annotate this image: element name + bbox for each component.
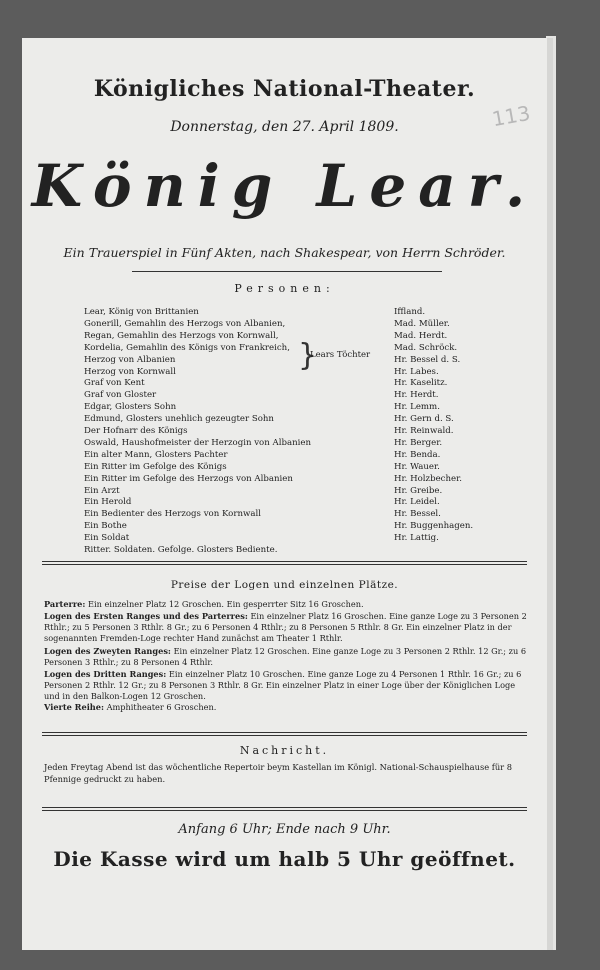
price-entry bbox=[44, 669, 529, 703]
cast-role: Oswald, Haushofmeister der Herzogin von Albanien bbox=[84, 437, 311, 448]
cast-row bbox=[84, 330, 484, 342]
price-label: Logen des Zweyten Ranges: bbox=[44, 646, 171, 656]
cast-role: Der Hofnarr des Königs bbox=[84, 426, 188, 436]
cast-role: Ein Ritter im Gefolge des Herzogs von Albanien bbox=[84, 473, 293, 484]
cast-actor: Hr. Labes. bbox=[394, 366, 439, 377]
price-entry bbox=[44, 599, 529, 610]
cast-role: Regan, Gemahlin des Herzogs von Kornwall, bbox=[84, 330, 279, 341]
cast-actor: Hr. Greibe. bbox=[394, 485, 443, 496]
cast-row bbox=[84, 366, 484, 378]
cast-row bbox=[84, 485, 484, 497]
brace-icon: } bbox=[298, 338, 318, 373]
performance-date: Donnerstag, den 27. April 1809. bbox=[170, 119, 399, 135]
cast-actor: Hr. Berger. bbox=[394, 437, 443, 448]
play-subtitle: Ein Trauerspiel in Fünf Akten, nach Shakespear, von Herrn Schröder. bbox=[63, 245, 506, 260]
play-title: König Lear. bbox=[31, 152, 538, 220]
cast-role: Edgar, Glosters Sohn bbox=[84, 402, 177, 413]
divider bbox=[42, 732, 527, 733]
price-entry bbox=[44, 611, 529, 645]
divider bbox=[42, 564, 527, 565]
divider bbox=[42, 810, 527, 811]
price-text: Ein einzelner Platz 12 Groschen. Eine ganze Loge zu 3 Personen 2 Rthlr. 12 Gr.; zu 6 Personen 3 Rthlr.; zu 8 Personen 4 Rthlr. bbox=[44, 646, 527, 668]
cast-row bbox=[84, 473, 484, 485]
cast-row bbox=[84, 413, 484, 425]
cast-actor: Hr. Lattig. bbox=[394, 533, 439, 544]
cast-actor: Hr. Holzbecher. bbox=[394, 473, 462, 484]
cast-actor: Hr. Gern d. S. bbox=[394, 414, 454, 425]
cast-row bbox=[84, 425, 484, 437]
cast-actor: Hr. Reinwald. bbox=[394, 426, 454, 436]
cast-actor: Hr. Bessel. bbox=[394, 509, 441, 520]
show-times: Anfang 6 Uhr; Ende nach 9 Uhr. bbox=[178, 822, 391, 837]
theater-name: Königliches National-Theater. bbox=[93, 76, 476, 102]
cast-role: Kordelia, Gemahlin des Königs von Frankreich, bbox=[84, 342, 290, 353]
price-text: Ein einzelner Platz 10 Groschen. Eine ganze Loge zu 4 Personen 1 Rthlr. 16 Gr.; zu 6 Personen 2 Rthlr. 12 Gr.; zu 8 Personen 3 Rthlr. 8 Gr. Ein einzelner Platz in einer Loge über der Königlichen Loge und in den Balkon-Logen 12 Groschen. bbox=[44, 669, 522, 702]
cast-row bbox=[84, 377, 484, 389]
price-text: Amphitheater 6 Groschen. bbox=[106, 702, 217, 712]
cast-role: Lear, König von Brittanien bbox=[84, 307, 199, 317]
divider bbox=[42, 807, 527, 808]
cast-actor: Hr. Lemm. bbox=[394, 402, 440, 413]
cast-heading: Personen: bbox=[234, 282, 335, 295]
cast-row bbox=[84, 449, 484, 461]
cast-row bbox=[84, 306, 484, 318]
cast-actor: Hr. Kaselitz. bbox=[394, 378, 448, 389]
cast-row bbox=[84, 496, 484, 508]
cast-actor: Hr. Buggenhagen. bbox=[394, 521, 474, 532]
cast-actor: Mad. Herdt. bbox=[394, 330, 448, 341]
cast-role: Graf von Gloster bbox=[84, 390, 157, 401]
price-entry bbox=[44, 702, 529, 713]
cast-actor: Hr. Leidel. bbox=[394, 497, 440, 508]
cast-actor: Iffland. bbox=[394, 307, 426, 317]
price-label: Vierte Reihe: bbox=[44, 702, 104, 712]
cast-row bbox=[84, 401, 484, 413]
price-label: Parterre: bbox=[44, 599, 86, 609]
divider bbox=[132, 271, 442, 272]
cast-role: Ein Ritter im Gefolge des Königs bbox=[84, 461, 227, 472]
price-text: Ein einzelner Platz 12 Groschen. Ein gesperrter Sitz 16 Groschen. bbox=[88, 599, 364, 609]
cast-role: Herzog von Albanien bbox=[84, 354, 176, 365]
cast-actor: Hr. Benda. bbox=[394, 449, 441, 460]
divider bbox=[42, 735, 527, 736]
price-label: Logen des Dritten Ranges: bbox=[44, 669, 167, 679]
cast-row bbox=[84, 532, 484, 544]
cast-role: Herzog von Kornwall bbox=[84, 366, 176, 377]
cast-role: Ein Bedienter des Herzogs von Kornwall bbox=[84, 509, 261, 520]
cast-actor: Hr. Bessel d. S. bbox=[394, 354, 461, 365]
playbill-sheet bbox=[22, 38, 553, 950]
price-label: Logen des Ersten Ranges und des Parterres: bbox=[44, 611, 248, 621]
cast-role: Ein Bothe bbox=[84, 521, 127, 532]
box-office-notice: Die Kasse wird um halb 5 Uhr geöffnet. bbox=[53, 847, 516, 871]
cast-row bbox=[84, 354, 484, 366]
cast-row bbox=[84, 342, 484, 354]
cast-row bbox=[84, 508, 484, 520]
divider bbox=[42, 561, 527, 562]
cast-actor: Hr. Wauer. bbox=[394, 461, 440, 472]
cast-role: Ein alter Mann, Glosters Pachter bbox=[84, 449, 228, 460]
prices-heading: Preise der Logen und einzelnen Plätze. bbox=[170, 579, 399, 591]
cast-row bbox=[84, 520, 484, 532]
price-text: Ein einzelner Platz 16 Groschen. Eine ganze Loge zu 3 Personen 2 Rthlr.; zu 5 Personen 3 Rthlr. 8 Gr.; zu 6 Personen 4 Rthlr.; zu 8 Personen 5 Rthlr. 8 Gr. Ein einzelner Platz in der sogenannten Fremden-Loge rechter Hand zunächst am Theater 1 Rthlr. bbox=[44, 611, 527, 644]
notice-heading: Nachricht. bbox=[239, 744, 330, 757]
cast-role: Graf von Kent bbox=[84, 378, 145, 389]
cast-role: Ein Arzt bbox=[84, 485, 120, 496]
cast-row bbox=[84, 461, 484, 473]
cast-actor: Mad. Müller. bbox=[394, 318, 450, 329]
cast-row bbox=[84, 389, 484, 401]
pencil-number: 113 bbox=[490, 100, 532, 132]
notice-text: Jeden Freytag Abend ist das wöchentliche Repertoir beym Kastellan im Königl. National-Schauspielhause für 8 Pfennige gedruckt zu haben. bbox=[44, 762, 513, 784]
cast-actor: Mad. Schröck. bbox=[394, 342, 458, 353]
cast-role: Ein Soldat bbox=[84, 533, 130, 544]
cast-role: Ein Herold bbox=[84, 497, 132, 508]
cast-role: Edmund, Glosters unehlich gezeugter Sohn bbox=[84, 414, 274, 425]
cast-row bbox=[84, 544, 484, 556]
cast-row bbox=[84, 318, 484, 330]
cast-role: Ritter. Soldaten. Gefolge. Glosters Bediente. bbox=[84, 545, 278, 555]
price-entry bbox=[44, 646, 529, 668]
cast-role: Gonerill, Gemahlin des Herzogs von Albanien, bbox=[84, 318, 286, 329]
daughters-label: Lears Töchter bbox=[310, 350, 371, 360]
cast-actor: Hr. Herdt. bbox=[394, 390, 439, 401]
cast-row bbox=[84, 437, 484, 449]
